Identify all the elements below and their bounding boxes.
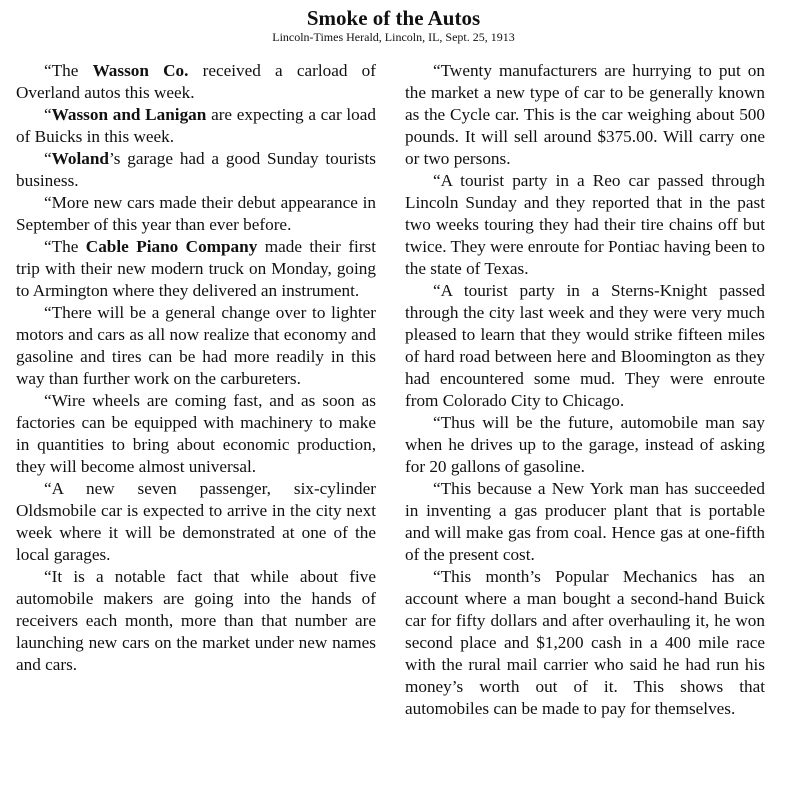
paragraph-text: “There will be a general change over to lighter motors and cars as all now realize that economy and gasoline and tires can be had more readily in this way than further work on the carbureters. <box>16 303 376 388</box>
paragraph <box>16 478 376 566</box>
paragraph <box>16 192 376 236</box>
business-name: Wasson Co. <box>92 61 189 80</box>
paragraph-text: “Wire wheels are coming fast, and as soon as factories can be equipped with machinery to make in quantities to bring about economic production, they will become almost universal. <box>16 391 376 476</box>
left-column <box>16 60 376 676</box>
business-name: Woland <box>51 149 109 168</box>
right-column <box>405 60 765 720</box>
paragraph <box>16 60 376 104</box>
paragraph-text: “A new seven passenger, six-cylinder Oldsmobile car is expected to arrive in the city next week where it will be demonstrated at one of the local garages. <box>16 479 376 564</box>
business-name: Cable Piano Company <box>85 237 258 256</box>
paragraph-text: are expecting a car load of Buicks in this week. <box>16 105 376 146</box>
paragraph <box>16 104 376 148</box>
article-title: Smoke of the Autos <box>306 6 481 30</box>
article-header <box>0 0 787 45</box>
paragraph-text: “The <box>44 61 93 80</box>
paragraph <box>16 302 376 390</box>
paragraph: “Twenty manufacturers are hurrying to put on the market a new type of car to be generally known as the Cycle car. This is the car weighing about 500 pounds. It will sell around $375.00. Will carry one or two persons. <box>405 61 765 168</box>
paragraph-text: “ <box>44 149 52 168</box>
paragraph-text: “It is a notable fact that while about five automobile makers are going into the hands of receivers each month, more than that number are launching new cars on the market under new names and cars. <box>16 567 376 674</box>
paragraph: “This because a New York man has succeeded in inventing a gas producer plant that is portable and will make gas from coal. Hence gas at one-fifth of the present cost. <box>405 479 765 564</box>
paragraph-text: “ <box>44 105 52 124</box>
paragraph-text: ’s garage had a good Sunday tourists business. <box>16 149 376 190</box>
paragraph <box>16 148 376 192</box>
article-source-line: Lincoln-Times Herald, Lincoln, IL, Sept. 25, 1913 <box>272 30 515 44</box>
paragraph <box>16 390 376 478</box>
paragraph <box>16 566 376 676</box>
paragraph: “A tourist party in a Sterns-Knight passed through the city last week and they were very much pleased to learn that they would strike fifteen miles of hard road between here and Bloomington as they had encountered some mud. They were enroute from Colorado City to Chicago. <box>405 281 765 410</box>
paragraph <box>16 236 376 302</box>
paragraph: “A tourist party in a Reo car passed through Lincoln Sunday and they reported that in the past two weeks touring they had their tire chains off but twice. They were enroute for Pontiac having been to the state of Texas. <box>405 171 766 278</box>
paragraph-text: made their first trip with their new modern truck on Monday, going to Armington where they delivered an instrument. <box>16 237 377 300</box>
business-name: Wasson and Lanigan <box>51 105 207 124</box>
paragraph-text: received a carload of Overland autos this week. <box>16 61 376 102</box>
paragraph: “Thus will be the future, automobile man say when he drives up to the garage, instead of asking for 20 gallons of gasoline. <box>405 413 765 476</box>
paragraph: “This month’s Popular Mechanics has an account where a man bought a second-hand Buick car for fifty dollars and after overhauling it, he won second place and $1,200 cash in a 400 mile race with the rural mail carrier who said he had run his money’s worth out of it. This shows that automobiles can be made to pay for themselves. <box>405 567 765 718</box>
paragraph-text: “More new cars made their debut appearance in September of this year than ever before. <box>16 193 376 234</box>
paragraph-text: “The <box>44 237 86 256</box>
